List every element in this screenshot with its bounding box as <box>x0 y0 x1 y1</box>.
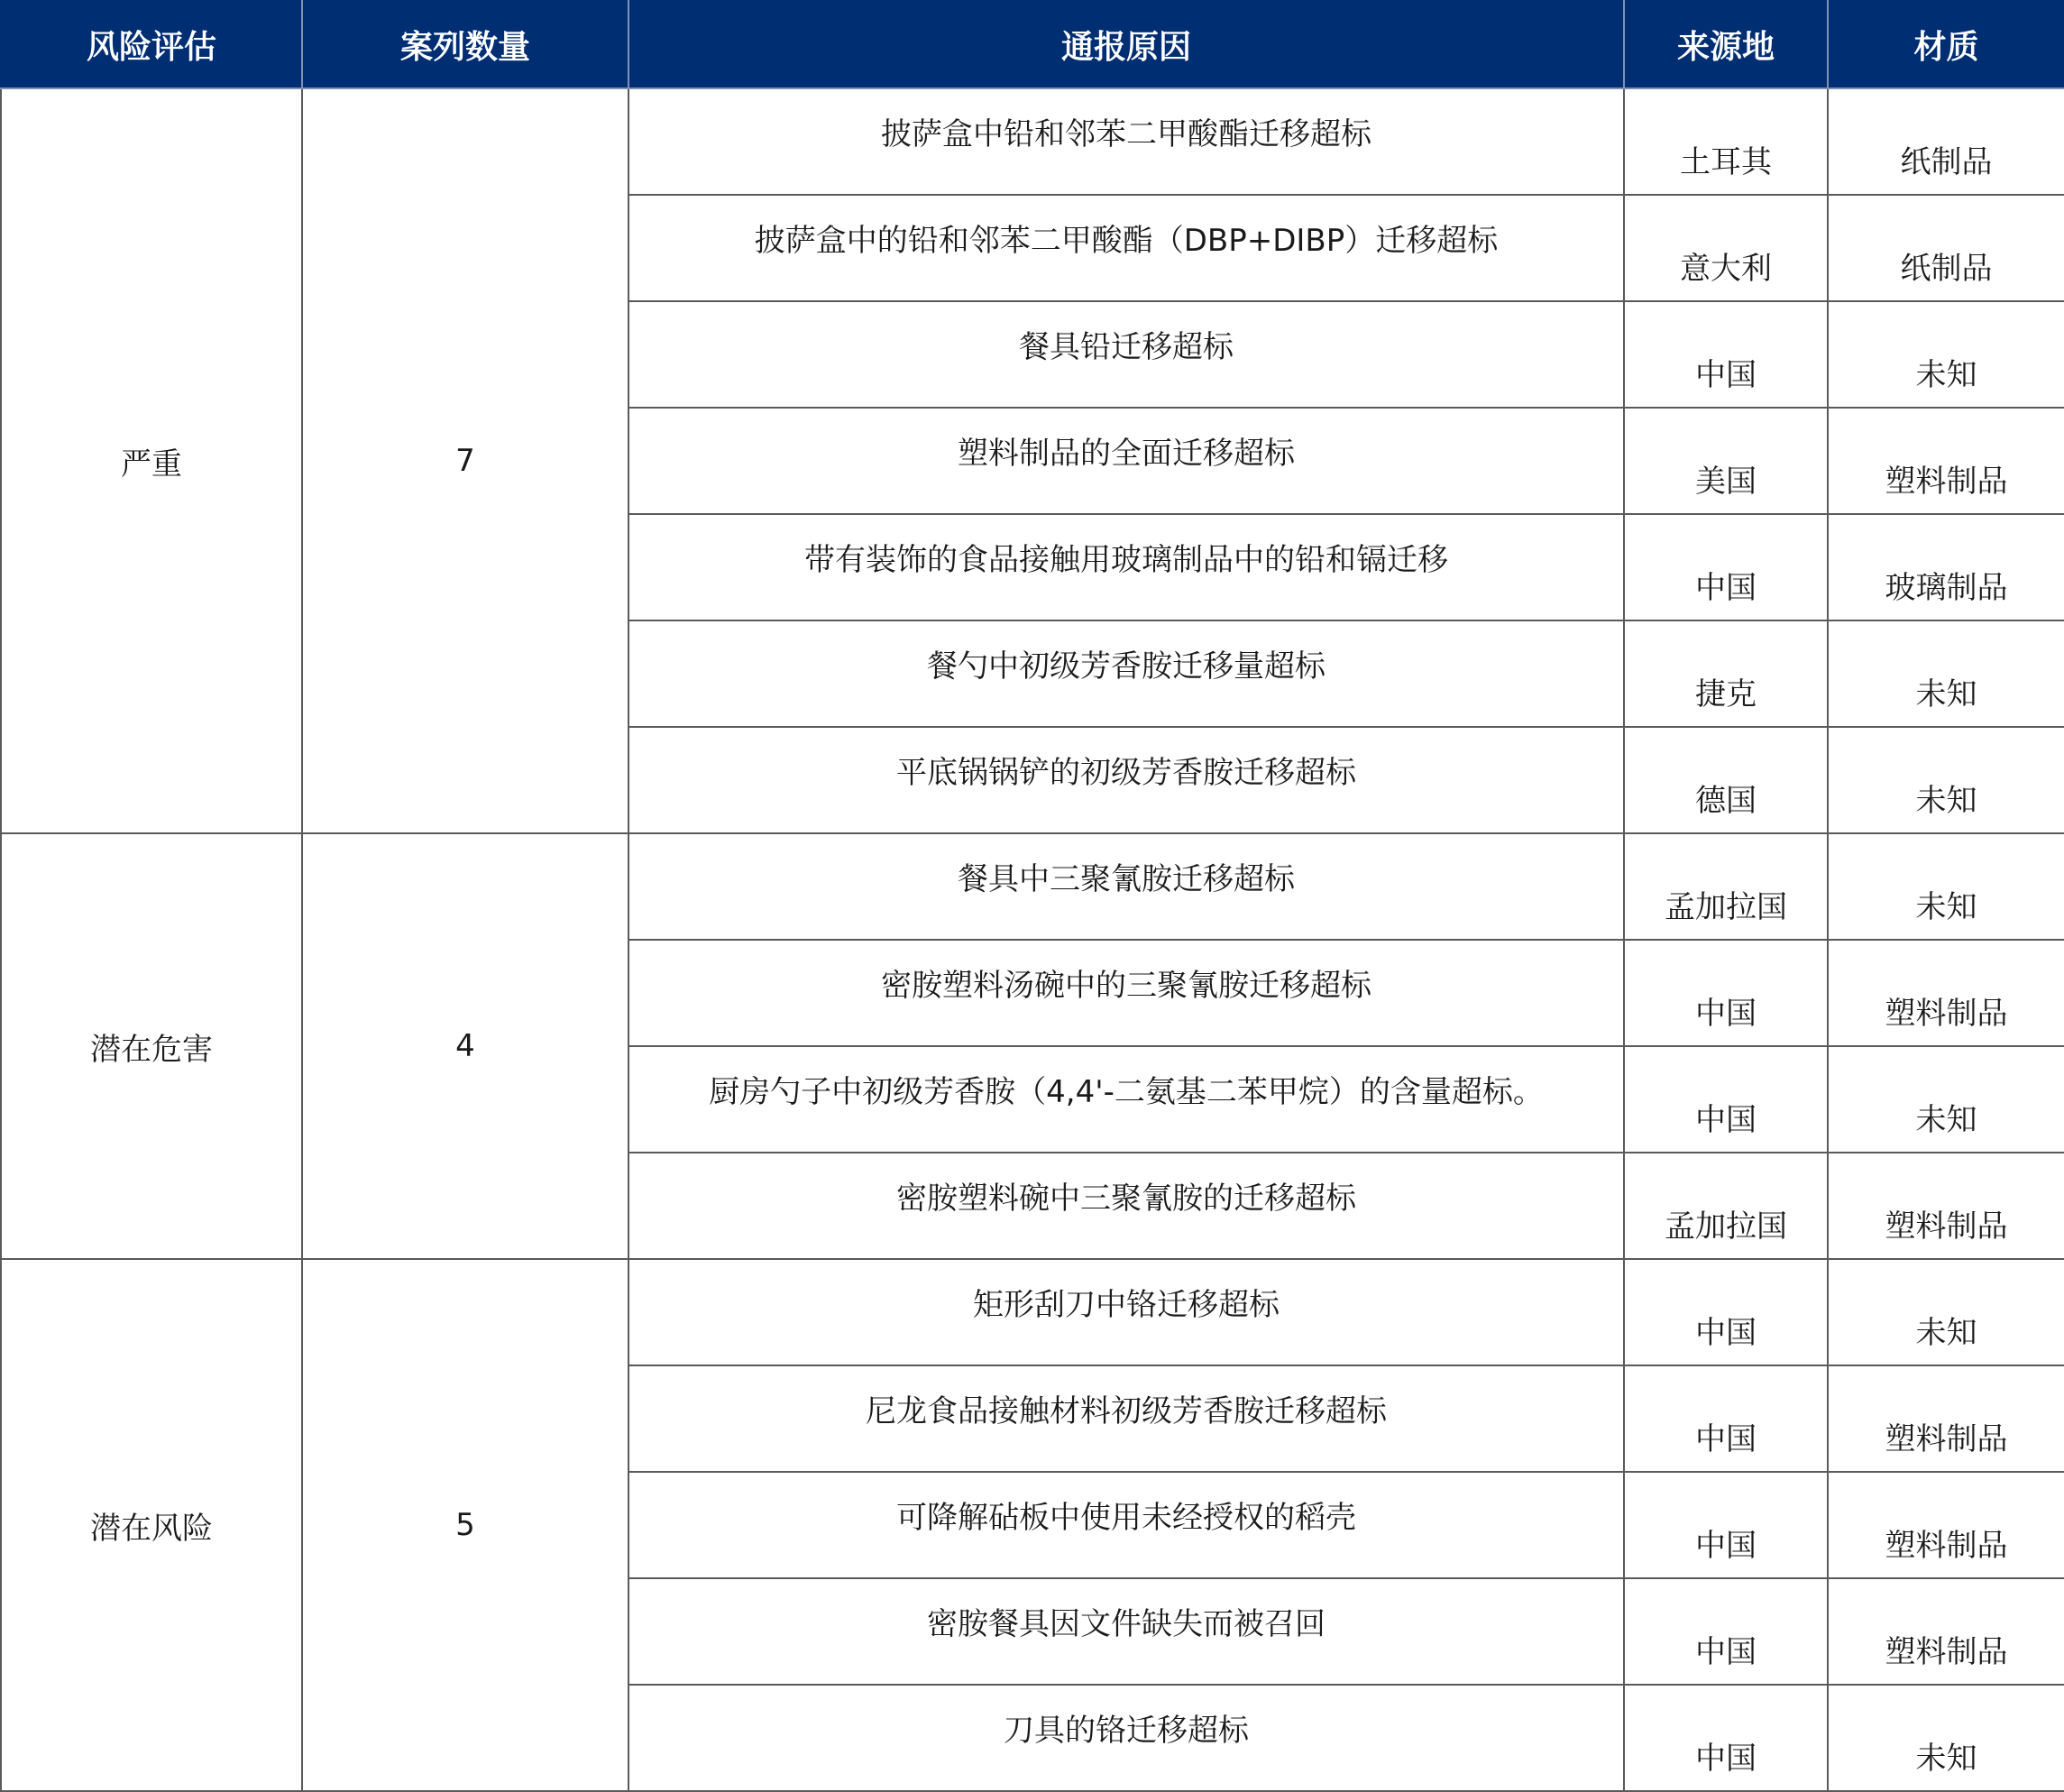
origin-cell: 孟加拉国 <box>1624 833 1828 940</box>
origin-cell: 意大利 <box>1624 195 1828 301</box>
notification-reason-cell: 带有装饰的食品接触用玻璃制品中的铅和镉迁移 <box>628 514 1624 620</box>
table-row <box>1 1259 2064 1365</box>
material-cell: 塑料制品 <box>1828 408 2064 514</box>
header-origin: 来源地 <box>1624 1 1828 88</box>
material-cell: 塑料制品 <box>1828 940 2064 1046</box>
notification-reason-cell: 披萨盒中的铅和邻苯二甲酸酯（DBP+DIBP）迁移超标 <box>628 195 1624 301</box>
notification-reason-cell: 密胺塑料碗中三聚氰胺的迁移超标 <box>628 1153 1624 1259</box>
origin-cell: 中国 <box>1624 514 1828 620</box>
notification-reason-cell: 餐具中三聚氰胺迁移超标 <box>628 833 1624 940</box>
header-risk-assessment: 风险评估 <box>1 1 302 88</box>
header-notification-reason: 通报原因 <box>628 1 1624 88</box>
material-cell: 未知 <box>1828 620 2064 727</box>
material-cell: 塑料制品 <box>1828 1578 2064 1685</box>
notification-reason-cell: 披萨盒中铅和邻苯二甲酸酯迁移超标 <box>628 88 1624 195</box>
material-cell: 未知 <box>1828 833 2064 940</box>
origin-cell: 美国 <box>1624 408 1828 514</box>
table-row <box>1 88 2064 195</box>
notification-reason-cell: 塑料制品的全面迁移超标 <box>628 408 1624 514</box>
table-header <box>1 1 2064 88</box>
header-row <box>1 1 2064 88</box>
origin-cell: 中国 <box>1624 301 1828 408</box>
origin-cell: 德国 <box>1624 727 1828 833</box>
case-count-cell: 7 <box>302 88 628 833</box>
material-cell: 未知 <box>1828 1685 2064 1791</box>
notification-reason-cell: 密胺塑料汤碗中的三聚氰胺迁移超标 <box>628 940 1624 1046</box>
notification-reason-cell: 餐勺中初级芳香胺迁移量超标 <box>628 620 1624 727</box>
material-cell: 塑料制品 <box>1828 1472 2064 1578</box>
origin-cell: 中国 <box>1624 1365 1828 1472</box>
material-cell: 未知 <box>1828 1259 2064 1365</box>
material-cell: 纸制品 <box>1828 195 2064 301</box>
risk-level-cell: 潜在危害 <box>1 833 302 1259</box>
notification-reason-cell: 刀具的铬迁移超标 <box>628 1685 1624 1791</box>
origin-cell: 中国 <box>1624 940 1828 1046</box>
notification-reason-cell: 密胺餐具因文件缺失而被召回 <box>628 1578 1624 1685</box>
origin-cell: 中国 <box>1624 1046 1828 1153</box>
notification-reason-cell: 尼龙食品接触材料初级芳香胺迁移超标 <box>628 1365 1624 1472</box>
material-cell: 未知 <box>1828 301 2064 408</box>
origin-cell: 中国 <box>1624 1259 1828 1365</box>
material-cell: 玻璃制品 <box>1828 514 2064 620</box>
notification-reason-cell: 可降解砧板中使用未经授权的稻壳 <box>628 1472 1624 1578</box>
material-cell: 塑料制品 <box>1828 1365 2064 1472</box>
origin-cell: 中国 <box>1624 1685 1828 1791</box>
origin-cell: 土耳其 <box>1624 88 1828 195</box>
notification-reason-cell: 平底锅锅铲的初级芳香胺迁移超标 <box>628 727 1624 833</box>
origin-cell: 孟加拉国 <box>1624 1153 1828 1259</box>
origin-cell: 捷克 <box>1624 620 1828 727</box>
origin-cell: 中国 <box>1624 1472 1828 1578</box>
material-cell: 纸制品 <box>1828 88 2064 195</box>
header-case-count: 案列数量 <box>302 1 628 88</box>
material-cell: 塑料制品 <box>1828 1153 2064 1259</box>
notification-reason-cell: 餐具铅迁移超标 <box>628 301 1624 408</box>
table-row <box>1 833 2064 940</box>
table-body <box>1 88 2064 1791</box>
material-cell: 未知 <box>1828 1046 2064 1153</box>
notification-reason-cell: 厨房勺子中初级芳香胺（4,4'-二氨基二苯甲烷）的含量超标。 <box>628 1046 1624 1153</box>
origin-cell: 中国 <box>1624 1578 1828 1685</box>
case-count-cell: 4 <box>302 833 628 1259</box>
risk-level-cell: 潜在风险 <box>1 1259 302 1791</box>
notification-reason-cell: 矩形刮刀中铬迁移超标 <box>628 1259 1624 1365</box>
case-count-cell: 5 <box>302 1259 628 1791</box>
header-material: 材质 <box>1828 1 2064 88</box>
material-cell: 未知 <box>1828 727 2064 833</box>
risk-level-cell: 严重 <box>1 88 302 833</box>
